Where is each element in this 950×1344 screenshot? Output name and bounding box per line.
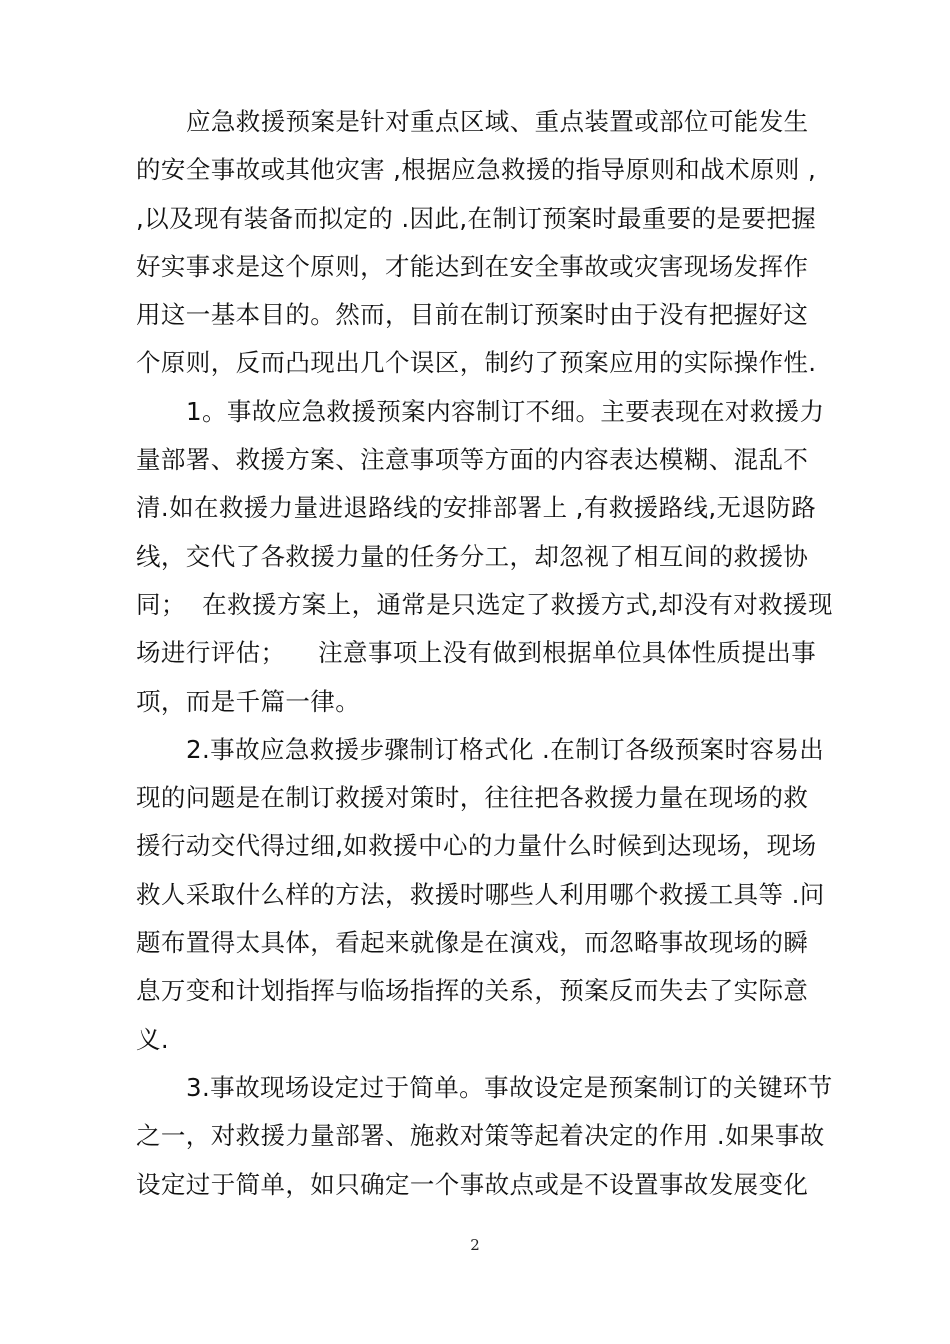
text-line: 项，而是千篇一律。 — [136, 686, 361, 716]
text-line: 救人采取什么样的方法，救援时哪些人利用哪个救援工具等 .问 — [136, 879, 825, 909]
text-line: 清.如在救援力量进退路线的安排部署上 ,有救援路线,无退防路 — [136, 493, 817, 523]
text-line: 之一，对救援力量部署、施救对策等起着决定的作用 .如果事故 — [136, 1121, 825, 1151]
text-line: 援行动交代得过细,如救援中心的力量什么时候到达现场，现场 — [136, 831, 817, 861]
text-line: 义. — [136, 1024, 170, 1054]
text-line: 现的问题是在制订救援对策时，往往把各救援力量在现场的救 — [136, 783, 809, 813]
text-line: 3.事故现场设定过于简单。事故设定是预案制订的关键环节 — [186, 1072, 833, 1102]
text-line: 息万变和计划指挥与临场指挥的关系，预案反而失去了实际意 — [136, 976, 809, 1006]
page-number: 2 — [470, 1236, 480, 1254]
text-line: 同； 在救援方案上，通常是只选定了救援方式,却没有对救援现 — [136, 589, 833, 619]
body-text — [136, 98, 838, 1209]
text-line: 2.事故应急救援步骤制订格式化 .在制订各级预案时容易出 — [186, 734, 825, 764]
text-line: 量部署、救援方案、注意事项等方面的内容表达模糊、混乱不 — [136, 445, 809, 475]
text-line: 场进行评估； 注意事项上没有做到根据单位具体性质提出事 — [136, 638, 817, 668]
text-line: ,以及现有装备而拟定的 .因此,在制订预案时最重要的是要把握 — [136, 203, 817, 233]
text-line: 1。事故应急救援预案内容制订不细。主要表现在对救援力 — [186, 396, 825, 426]
text-line: 个原则，反而凸现出几个误区，制约了预案应用的实际操作性. — [136, 348, 817, 378]
text-line: 好实事求是这个原则，才能达到在安全事故或灾害现场发挥作 — [136, 251, 809, 281]
text-line: 线，交代了各救援力量的任务分工，却忽视了相互间的救援协 — [136, 541, 809, 571]
text-line: 题布置得太具体，看起来就像是在演戏，而忽略事故现场的瞬 — [136, 928, 809, 958]
text-line: 应急救援预案是针对重点区域、重点装置或部位可能发生 — [186, 107, 809, 136]
text-line: 设定过于简单，如只确定一个事故点或是不设置事故发展变化 — [136, 1169, 809, 1199]
text-line: 用这一基本目的。然而，目前在制订预案时由于没有把握好这 — [136, 300, 809, 330]
text-line: 的安全事故或其他灾害 ,根据应急救援的指导原则和战术原则 , — [136, 155, 817, 185]
